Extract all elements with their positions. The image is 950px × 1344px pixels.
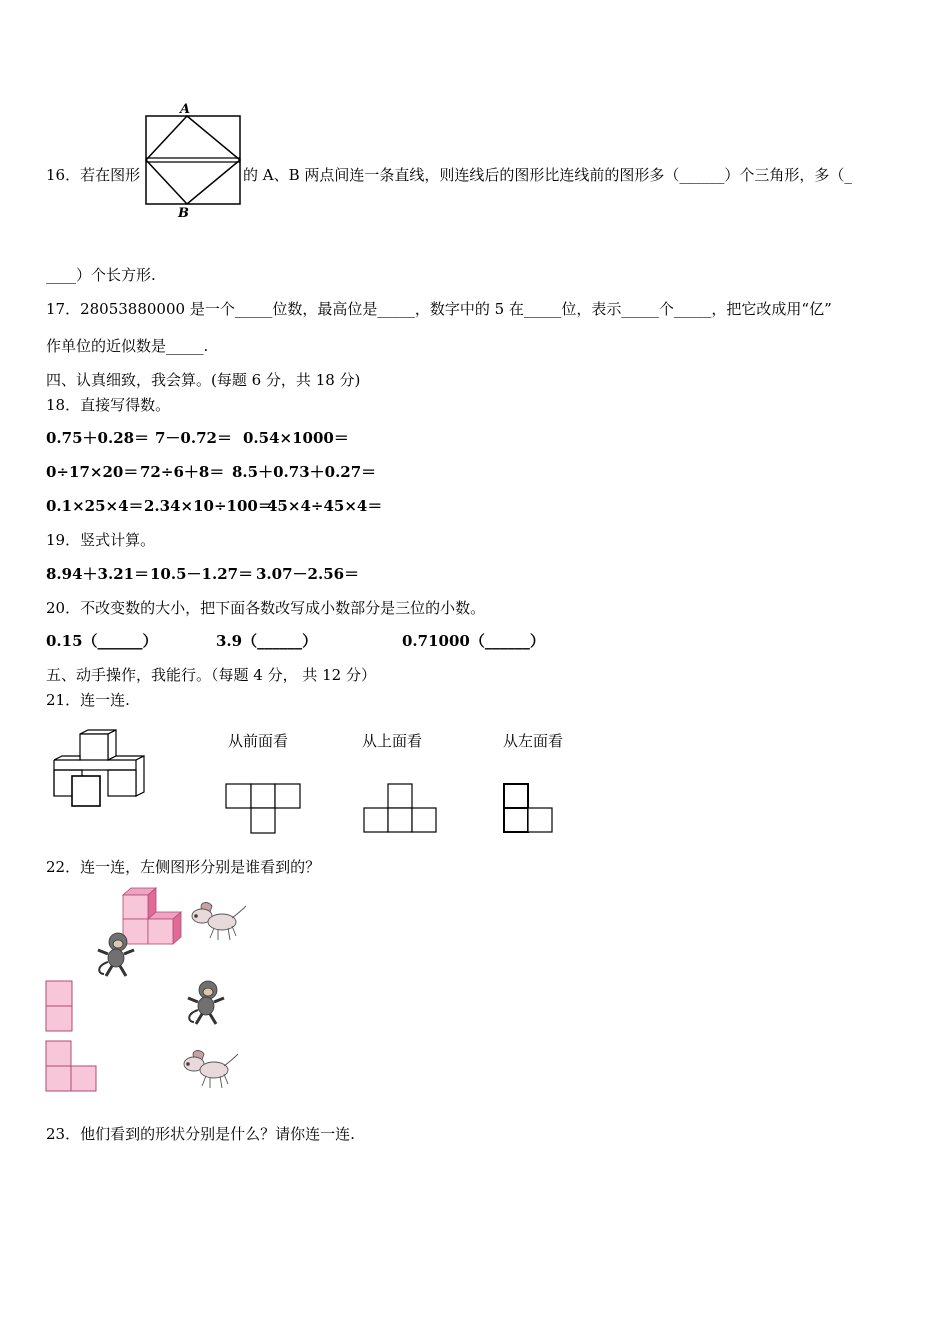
- q22-title: 22．连一连，左侧图形分别是谁看到的？: [46, 858, 321, 876]
- q21-view-inverted-t-shape: [363, 783, 441, 835]
- monkey-icon: [182, 978, 230, 1028]
- q17-line2: 作单位的近似数是_____.: [46, 337, 209, 355]
- point-a-label: A: [180, 102, 191, 117]
- dog-icon: [180, 1046, 242, 1092]
- q20-title: 20．不改变数的大小，把下面各数改写成小数部分是三位的小数。: [46, 599, 486, 617]
- q17-line1: 17．28053880000 是一个_____位数，最高位是_____，数字中的 5 在_____位，表示_____个_____，把它改成用“亿”: [46, 300, 832, 318]
- section5-title: 五、动手操作，我能行。（每题 4 分， 共 12 分）: [46, 666, 376, 684]
- view-label-front: 从前面看: [228, 732, 289, 750]
- section4-title: 四、认真细致，我会算。(每题 6 分，共 18 分): [46, 371, 361, 389]
- q20-item: 0.71000（______）: [402, 632, 545, 650]
- q18-item: 0÷17×20＝: [46, 463, 139, 481]
- q18-item: 8.5＋0.73＋0.27＝: [232, 463, 377, 481]
- view-label-top: 从上面看: [362, 732, 423, 750]
- q16-line2: ____）个长方形.: [46, 266, 156, 284]
- point-b-label: B: [178, 206, 189, 221]
- q21-title: 21．连一连.: [46, 691, 130, 709]
- q18-item: 7－0.72＝: [155, 429, 232, 447]
- q18-item: 0.54×1000＝: [243, 429, 349, 447]
- q20-item: 0.15（______）: [46, 632, 158, 650]
- monkey-icon: [92, 930, 140, 980]
- q19-item: 10.5－1.27＝: [150, 565, 254, 583]
- q16-figure: [140, 100, 244, 222]
- q21-view-t-shape: [225, 783, 305, 835]
- q20-item: 3.9（______）: [216, 632, 318, 650]
- q16-prefix: 16．若在图形: [46, 166, 141, 184]
- view-label-left: 从左面看: [503, 732, 564, 750]
- q22-view-vertical-two: [45, 980, 75, 1034]
- q21-cube-stack: [50, 730, 150, 810]
- q19-item: 8.94＋3.21＝: [46, 565, 150, 583]
- q19-item: 3.07－2.56＝: [256, 565, 360, 583]
- q23-title: 23．他们看到的形状分别是什么？请你连一连.: [46, 1125, 355, 1143]
- q19-title: 19．竖式计算。: [46, 531, 156, 549]
- dog-icon: [188, 898, 250, 944]
- q22-view-l-shape: [45, 1040, 101, 1094]
- q18-item: 2.34×10÷100＝: [144, 497, 273, 515]
- q18-item: 0.75＋0.28＝: [46, 429, 150, 447]
- q18-title: 18．直接写得数。: [46, 396, 171, 414]
- q16-suffix: 的 A、B 两点间连一条直线，则连线后的图形比连线前的图形多（______）个三角形，多（_: [243, 166, 852, 184]
- q18-item: 45×4÷45×4＝: [267, 497, 383, 515]
- q18-item: 72÷6＋8＝: [140, 463, 225, 481]
- q18-item: 0.1×25×4＝: [46, 497, 144, 515]
- q21-view-l-shape: [502, 783, 556, 837]
